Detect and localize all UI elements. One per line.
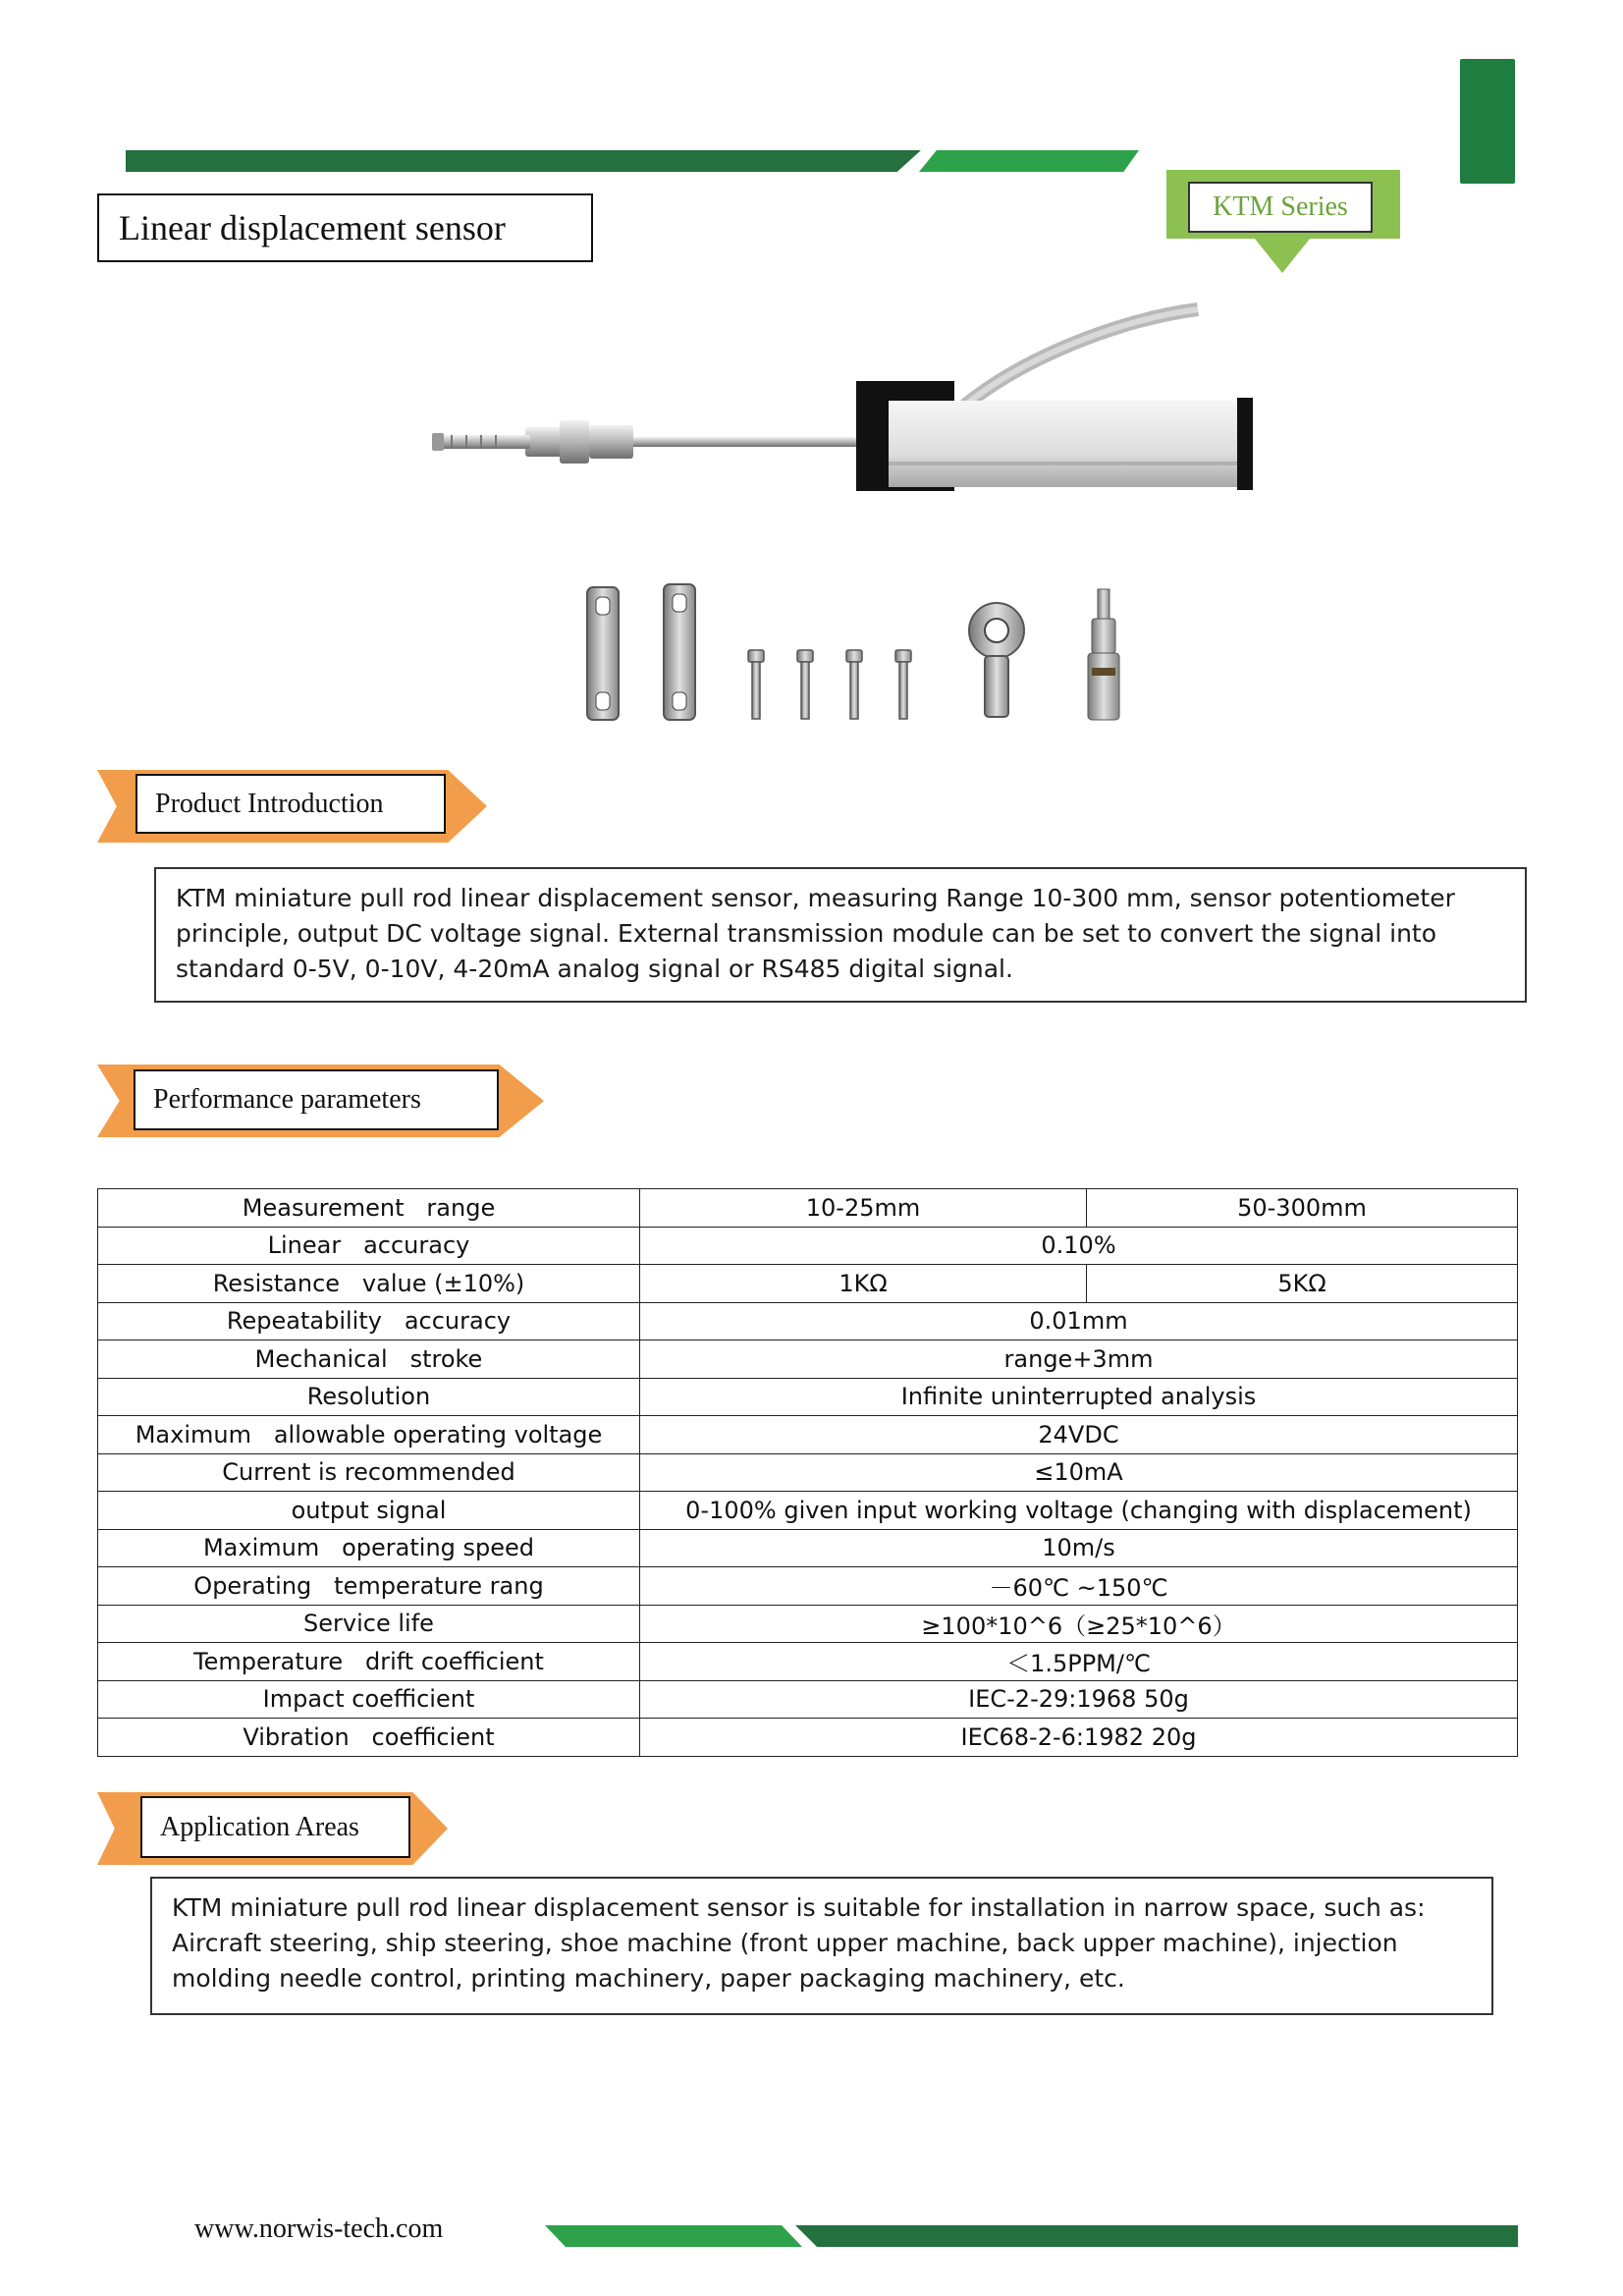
top-decor-bar-light bbox=[919, 150, 1139, 172]
table-row bbox=[98, 1643, 1518, 1681]
sensor-product-image bbox=[432, 300, 1276, 496]
param-value: 0.10% bbox=[640, 1227, 1518, 1265]
section-heading-performance-parameters: Performance parameters bbox=[134, 1069, 499, 1130]
param-value: 10m/s bbox=[640, 1529, 1518, 1567]
param-label: Measurement range bbox=[98, 1189, 640, 1228]
param-label: Current is recommended bbox=[98, 1453, 640, 1492]
application-areas-text: KTM miniature pull rod linear displacement sensor is suitable for installation in narrow space, such as: Aircraft steering, ship steering, shoe machine (front upper machine, back upper machine), injection molding needle control, printing machinery, paper packaging machinery, etc. bbox=[150, 1877, 1493, 2015]
param-value: 0.01mm bbox=[640, 1302, 1518, 1340]
param-label: Maximum operating speed bbox=[98, 1529, 640, 1567]
table-row bbox=[98, 1719, 1518, 1757]
param-label: Linear accuracy bbox=[98, 1227, 640, 1265]
accessories-image bbox=[579, 579, 1129, 727]
param-label: Resistance value (±10%) bbox=[98, 1265, 640, 1303]
param-label: Temperature drift coefficient bbox=[98, 1643, 640, 1681]
table-row bbox=[98, 1265, 1518, 1303]
param-value: －60℃ ~150℃ bbox=[640, 1567, 1518, 1606]
param-value: range+3mm bbox=[640, 1340, 1518, 1379]
table-row bbox=[98, 1680, 1518, 1719]
param-label: Operating temperature rang bbox=[98, 1567, 640, 1606]
series-badge: KTM Series bbox=[1188, 182, 1373, 233]
param-value: ≤10mA bbox=[640, 1453, 1518, 1492]
table-row bbox=[98, 1302, 1518, 1340]
param-value: IEC-2-29:1968 50g bbox=[640, 1680, 1518, 1719]
footer-decor-bar-dark bbox=[795, 2225, 1518, 2247]
product-introduction-text: KTM miniature pull rod linear displacement sensor, measuring Range 10-300 mm, sensor potentiometer principle, output DC voltage signal. External transmission module can be set to convert the signal into standard 0-5V, 0-10V, 4-20mA analog signal or RS485 digital signal. bbox=[154, 867, 1527, 1003]
param-value: IEC68-2-6:1982 20g bbox=[640, 1719, 1518, 1757]
param-label: Repeatability accuracy bbox=[98, 1302, 640, 1340]
param-value: 24VDC bbox=[640, 1416, 1518, 1454]
param-value: 0-100% given input working voltage (changing with displacement) bbox=[640, 1492, 1518, 1530]
footer-website-url[interactable]: www.norwis-tech.com bbox=[194, 2214, 444, 2244]
param-label: Maximum allowable operating voltage bbox=[98, 1416, 640, 1454]
table-row bbox=[98, 1227, 1518, 1265]
table-row bbox=[98, 1340, 1518, 1379]
section-heading-application-areas: Application Areas bbox=[140, 1796, 410, 1858]
param-value: 5KΩ bbox=[1087, 1265, 1518, 1303]
table-row bbox=[98, 1529, 1518, 1567]
performance-parameters-table bbox=[97, 1188, 1518, 1757]
param-label: Service life bbox=[98, 1605, 640, 1643]
table-row bbox=[98, 1453, 1518, 1492]
footer-decor-bar-light bbox=[545, 2225, 802, 2247]
table-row bbox=[98, 1416, 1518, 1454]
arrow-down-icon bbox=[1255, 239, 1310, 273]
param-label: Mechanical stroke bbox=[98, 1340, 640, 1379]
param-value: ＜1.5PPM/℃ bbox=[640, 1643, 1518, 1681]
page-title: Linear displacement sensor bbox=[97, 193, 593, 262]
param-value: ≥100*10^6（≥25*10^6） bbox=[640, 1605, 1518, 1643]
section-heading-product-introduction: Product Introduction bbox=[135, 774, 446, 834]
param-value: 50-300mm bbox=[1087, 1189, 1518, 1228]
param-value: 1KΩ bbox=[640, 1265, 1087, 1303]
param-label: Vibration coefficient bbox=[98, 1719, 640, 1757]
corner-decor-block bbox=[1460, 59, 1515, 184]
param-value: 10-25mm bbox=[640, 1189, 1087, 1228]
table-row bbox=[98, 1378, 1518, 1416]
top-decor-bar-dark bbox=[126, 150, 921, 172]
param-label: Impact coefficient bbox=[98, 1680, 640, 1719]
table-row bbox=[98, 1189, 1518, 1228]
param-label: output signal bbox=[98, 1492, 640, 1530]
table-row bbox=[98, 1605, 1518, 1643]
param-label: Resolution bbox=[98, 1378, 640, 1416]
table-row bbox=[98, 1492, 1518, 1530]
table-row bbox=[98, 1567, 1518, 1606]
param-value: Infinite uninterrupted analysis bbox=[640, 1378, 1518, 1416]
